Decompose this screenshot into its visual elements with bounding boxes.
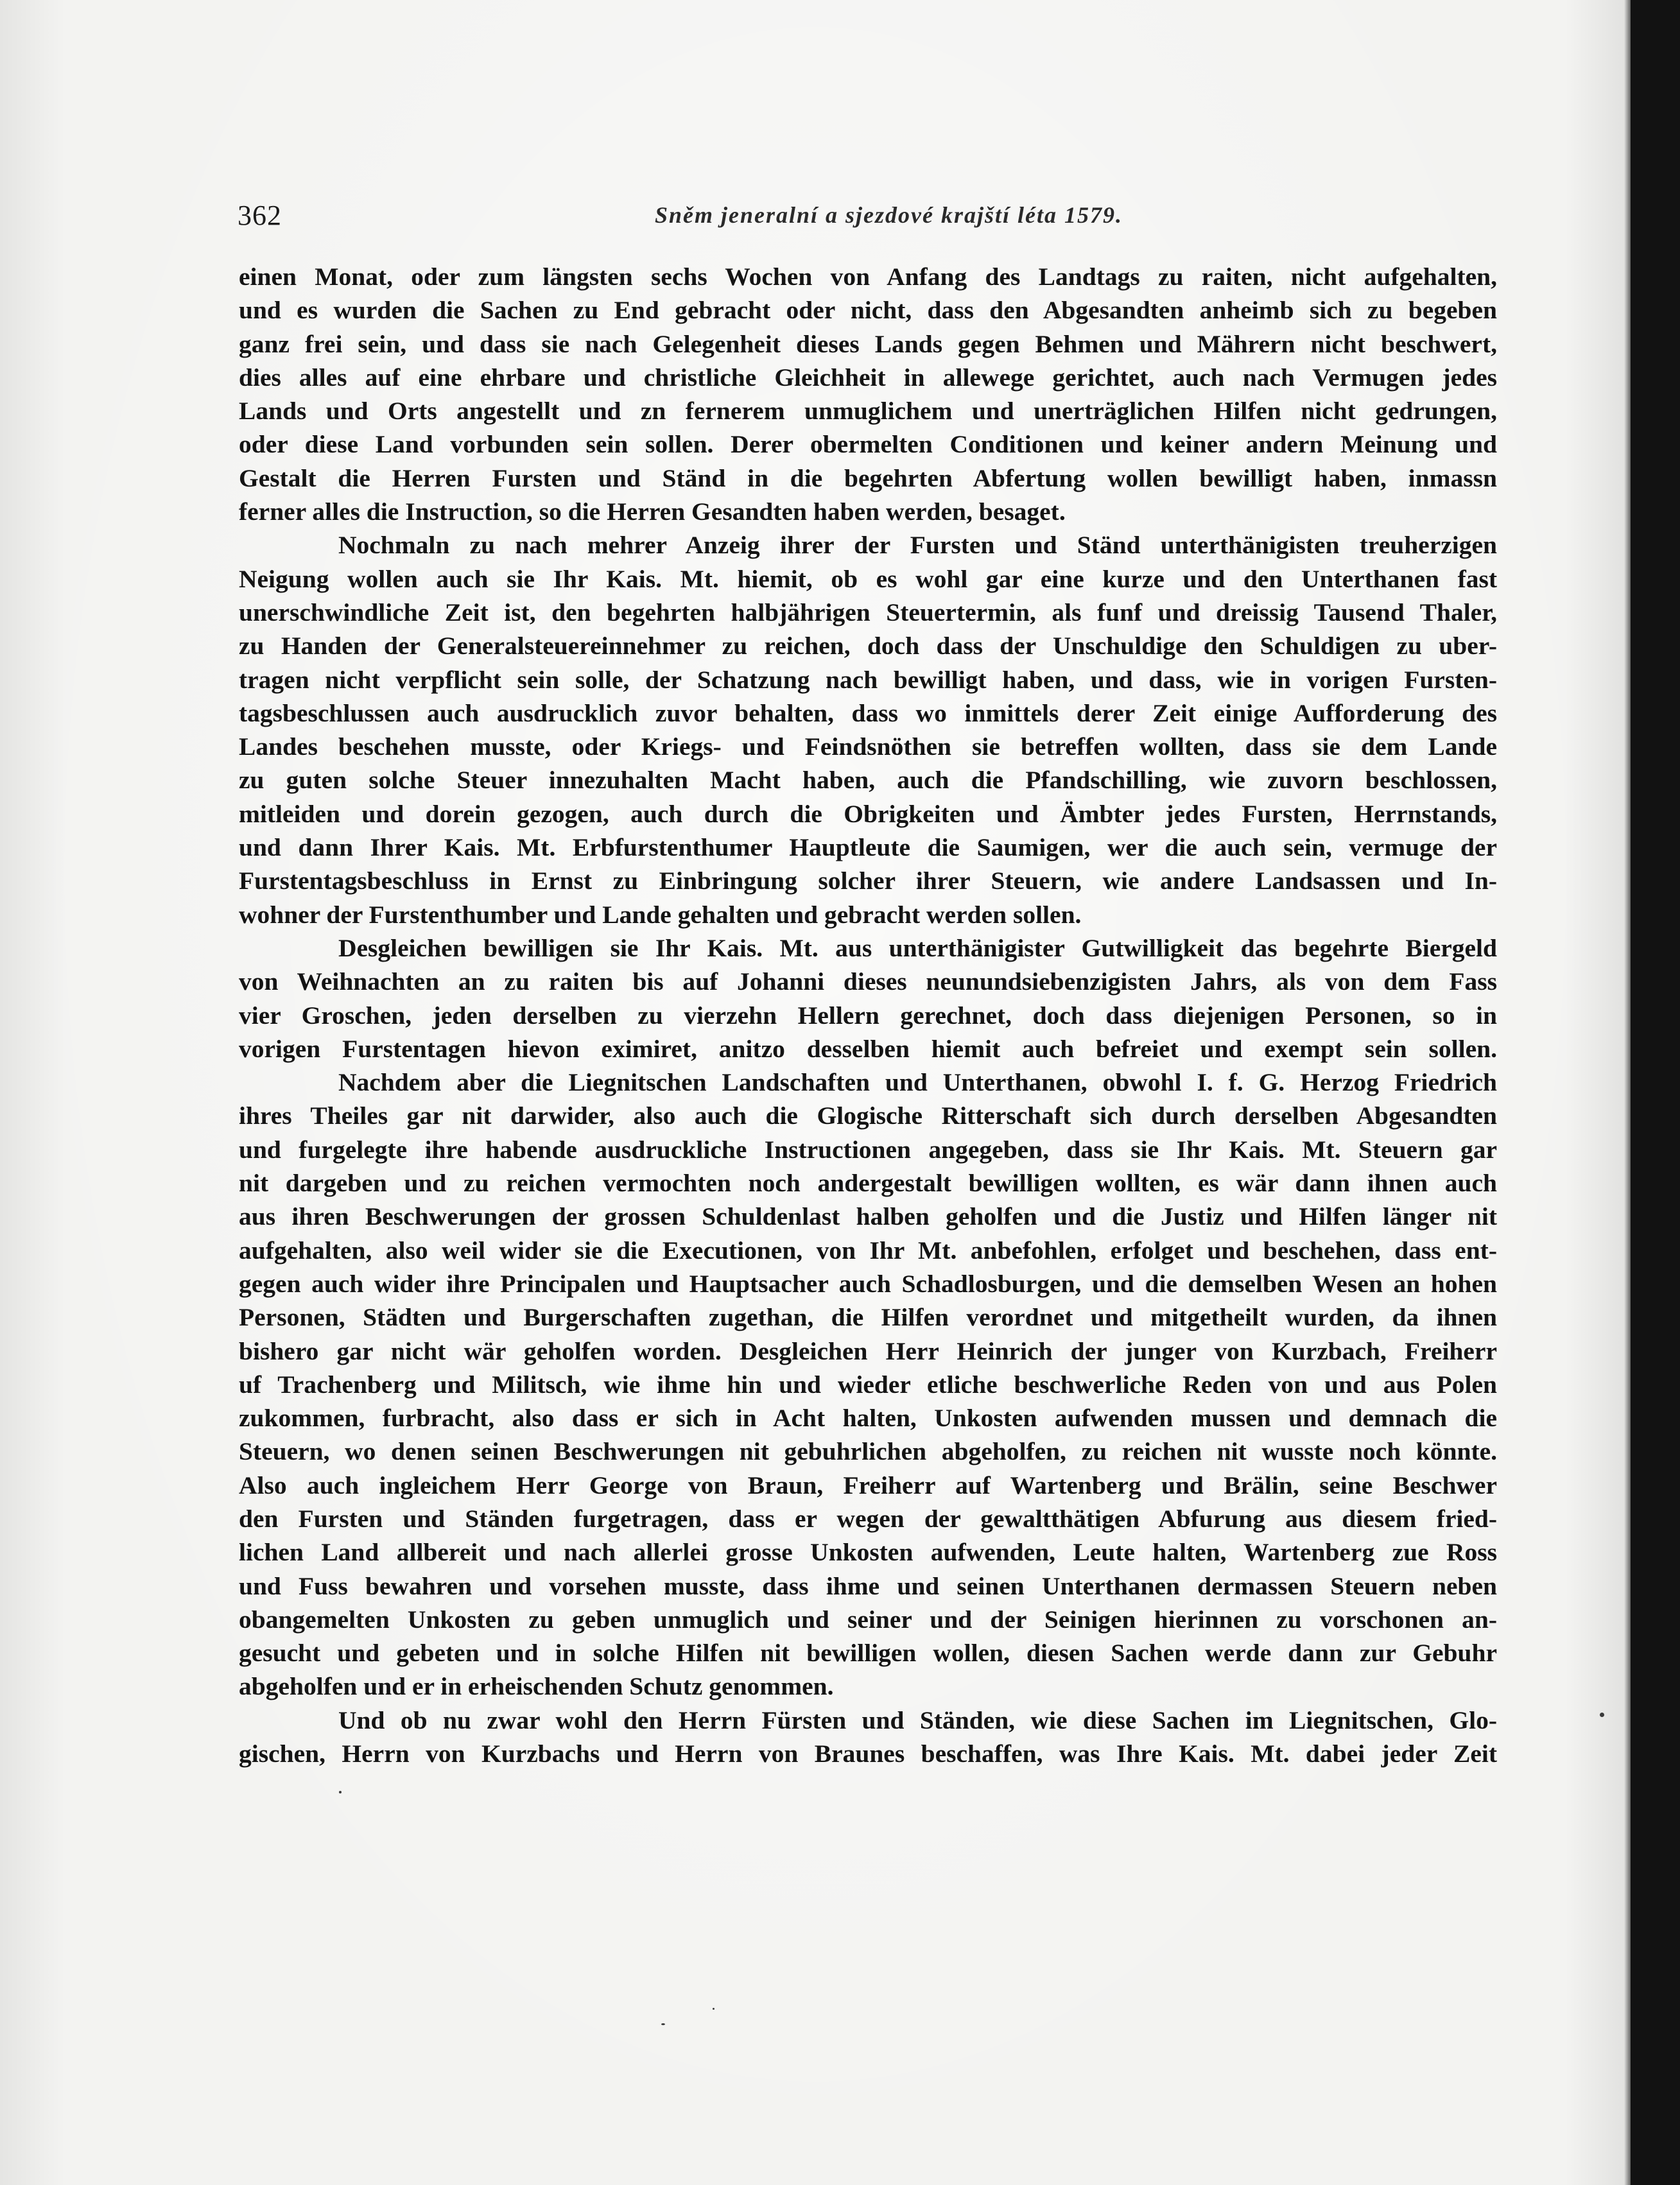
text-line: Gestalt die Herren Fursten und Ständ in die begehrten Abfertung wollen bewilligt haben, inmassn <box>239 463 1497 492</box>
text-line: vorigen Furstentagen hievon eximiret, anitzo desselben hiemit auch befreiet und exempt sein sollen. <box>239 1034 1497 1063</box>
text-line: dies alles auf eine ehrbare und christliche Gleichheit in allewege gerichtet, auch nach Vermugen jedes <box>239 363 1497 392</box>
text-line: ihres Theiles gar nit darwider, also auch die Glogische Ritterschaft sich durch derselben Abgesandten <box>239 1101 1497 1130</box>
text-line: Furstentagsbeschluss in Ernst zu Einbringung solcher ihrer Steuern, wie andere Landsassen und In- <box>239 867 1497 895</box>
scanner-border <box>1631 0 1680 2185</box>
text-line: aus ihren Beschwerungen der grossen Schuldenlast halben geholfen und die Justiz und Hilfen länger nit <box>239 1202 1497 1231</box>
text-line: zukommen, furbracht, also dass er sich in Acht halten, Unkosten aufwenden mussen und demnach die <box>239 1404 1497 1433</box>
text-line: Landes beschehen musste, oder Kriegs- und Feindsnöthen sie betreffen wollten, dass sie dem Lande <box>239 732 1497 761</box>
text-line: lichen Land allbereit und nach allerlei grosse Unkosten aufwenden, Leute halten, Wartenberg zue Ross <box>239 1538 1497 1567</box>
text-line: Desgleichen bewilligen sie Ihr Kais. Mt. aus unterthänigister Gutwilligkeit das begehrte Biergeld <box>338 933 1497 962</box>
text-line: den Fursten und Ständen furgetragen, dass er wegen der gewaltthätigen Abfurung aus diesem fried- <box>239 1504 1497 1533</box>
text-line: Steuern, wo denen seinen Beschwerungen nit gebuhrlichen abgeholfen, zu reichen nit wusste noch könnte. <box>239 1437 1497 1466</box>
text-line: gesucht und gebeten und in solche Hilfen nit bewilligen wollen, diesen Sachen werde dann zur Gebuhr <box>239 1639 1497 1668</box>
running-title: Sněm jeneralní a sjezdové krajští léta 1579. <box>655 202 1123 228</box>
text-line: gischen, Herrn von Kurzbachs und Herrn von Braunes beschaffen, was Ihre Kais. Mt. dabei jeder Zeit <box>239 1740 1497 1768</box>
text-line: oder diese Land vorbunden sein sollen. Derer obermelten Conditionen und keiner andern Meinung und <box>239 430 1497 459</box>
page-edge-shadow <box>1624 0 1631 2185</box>
text-line: nit dargeben und zu reichen vermochten noch andergestalt bewilligen wollten, es wär dann ihnen auch <box>239 1169 1497 1198</box>
text-line: und Fuss bewahren und vorsehen musste, dass ihme und seinen Unterthanen dermassen Steuern neben <box>239 1571 1497 1600</box>
text-line: ferner alles die Instruction, so die Herren Gesandten haben werden, besaget. <box>239 497 1066 526</box>
text-line: abgeholfen und er in erheischenden Schutz genommen. <box>239 1672 834 1701</box>
text-line: Und ob nu zwar wohl den Herrn Fürsten und Ständen, wie diese Sachen im Liegnitschen, Glo- <box>338 1706 1497 1734</box>
text-line: Lands und Orts angestellt und zn fernerem unmuglichem und unerträglichen Hilfen nicht gedrungen, <box>239 397 1497 426</box>
text-line: vier Groschen, jeden derselben zu vierzehn Hellern gerechnet, doch dass diejenigen Personen, so in <box>239 1001 1497 1030</box>
text-line: mitleiden und dorein gezogen, auch durch die Obrigkeiten und Ämbter jedes Fursten, Herrnstands, <box>239 799 1497 828</box>
text-line: ganz frei sein, und dass sie nach Gelegenheit dieses Lands gegen Behmen und Mährern nicht beschwert, <box>239 329 1497 358</box>
page-number: 362 <box>238 200 282 231</box>
page-header <box>238 199 1496 238</box>
body-text <box>239 260 1497 1770</box>
text-line: Also auch ingleichem Herr George von Braun, Freiherr auf Wartenberg und Brälin, seine Beschwer <box>239 1471 1497 1499</box>
text-line: Neigung wollen auch sie Ihr Kais. Mt. hiemit, ob es wohl gar eine kurze und den Unterthanen fast <box>239 564 1497 593</box>
scan-speck <box>713 2008 714 2010</box>
text-line: zu Handen der Generalsteuereinnehmer zu reichen, doch dass der Unschuldige den Schuldigen zu uber- <box>239 632 1497 661</box>
text-line: tragen nicht verpflicht sein solle, der Schatzung nach bewilligt haben, und dass, wie in vorigen Fursten- <box>239 665 1497 694</box>
text-line: Nochmaln zu nach mehrer Anzeig ihrer der Fursten und Ständ unterthänigisten treuherzigen <box>338 531 1497 560</box>
text-line: zu guten solche Steuer innezuhalten Macht haben, auch die Pfandschilling, wie zuvorn beschlossen, <box>239 766 1497 795</box>
text-line: und dann Ihrer Kais. Mt. Erbfurstenthumer Hauptleute die Saumigen, wer die auch sein, vermuge der <box>239 833 1497 862</box>
text-line: wohner der Furstenthumber und Lande gehalten und gebracht werden sollen. <box>239 900 1082 929</box>
scan-speck <box>1600 1713 1604 1717</box>
text-line: einen Monat, oder zum längsten sechs Wochen von Anfang des Landtags zu raiten, nicht aufgehalten, <box>239 263 1497 291</box>
text-line: unerschwindliche Zeit ist, den begehrten halbjährigen Steuertermin, als funf und dreissig Tausend Thaler, <box>239 598 1497 626</box>
text-line: Nachdem aber die Liegnitschen Landschaften und Unterthanen, obwohl I. f. G. Herzog Friedrich <box>338 1068 1497 1097</box>
text-line: von Weihnachten an zu raiten bis auf Johanni dieses neunundsiebenzigisten Jahrs, als von dem Fass <box>239 967 1497 996</box>
text-line: und es wurden die Sachen zu End gebracht oder nicht, dass den Abgesandten anheimb sich zu begeben <box>239 296 1497 325</box>
text-line: obangemelten Unkosten zu geben unmuglich und seiner und der Seinigen hierinnen zu vorschonen an- <box>239 1605 1497 1634</box>
text-line: uf Trachenberg und Militsch, wie ihme hin und wieder etliche beschwerliche Reden von und aus Polen <box>239 1370 1497 1399</box>
text-line: Personen, Städten und Burgerschaften zugethan, die Hilfen verordnet und mitgetheilt wurden, da ihnen <box>239 1303 1497 1332</box>
text-line: bishero gar nicht wär geholfen worden. Desgleichen Herr Heinrich der junger von Kurzbach, Freiherr <box>239 1336 1497 1365</box>
scan-speck <box>661 2023 665 2025</box>
scan-speck <box>339 1791 342 1793</box>
text-line: aufgehalten, also weil wider sie die Executionen, von Ihr Mt. anbefohlen, erfolget und beschehen, dass ent- <box>239 1236 1497 1265</box>
text-line: und furgelegte ihre habende ausdruckliche Instructionen angegeben, dass sie Ihr Kais. Mt. Steuern gar <box>239 1135 1497 1164</box>
text-line: gegen auch wider ihre Principalen und Hauptsacher auch Schadlosburgen, und die demselben Wesen an hohen <box>239 1269 1497 1298</box>
text-line: tagsbeschlussen auch ausdrucklich zuvor behalten, dass wo inmittels derer Zeit einige Aufforderung des <box>239 698 1497 727</box>
